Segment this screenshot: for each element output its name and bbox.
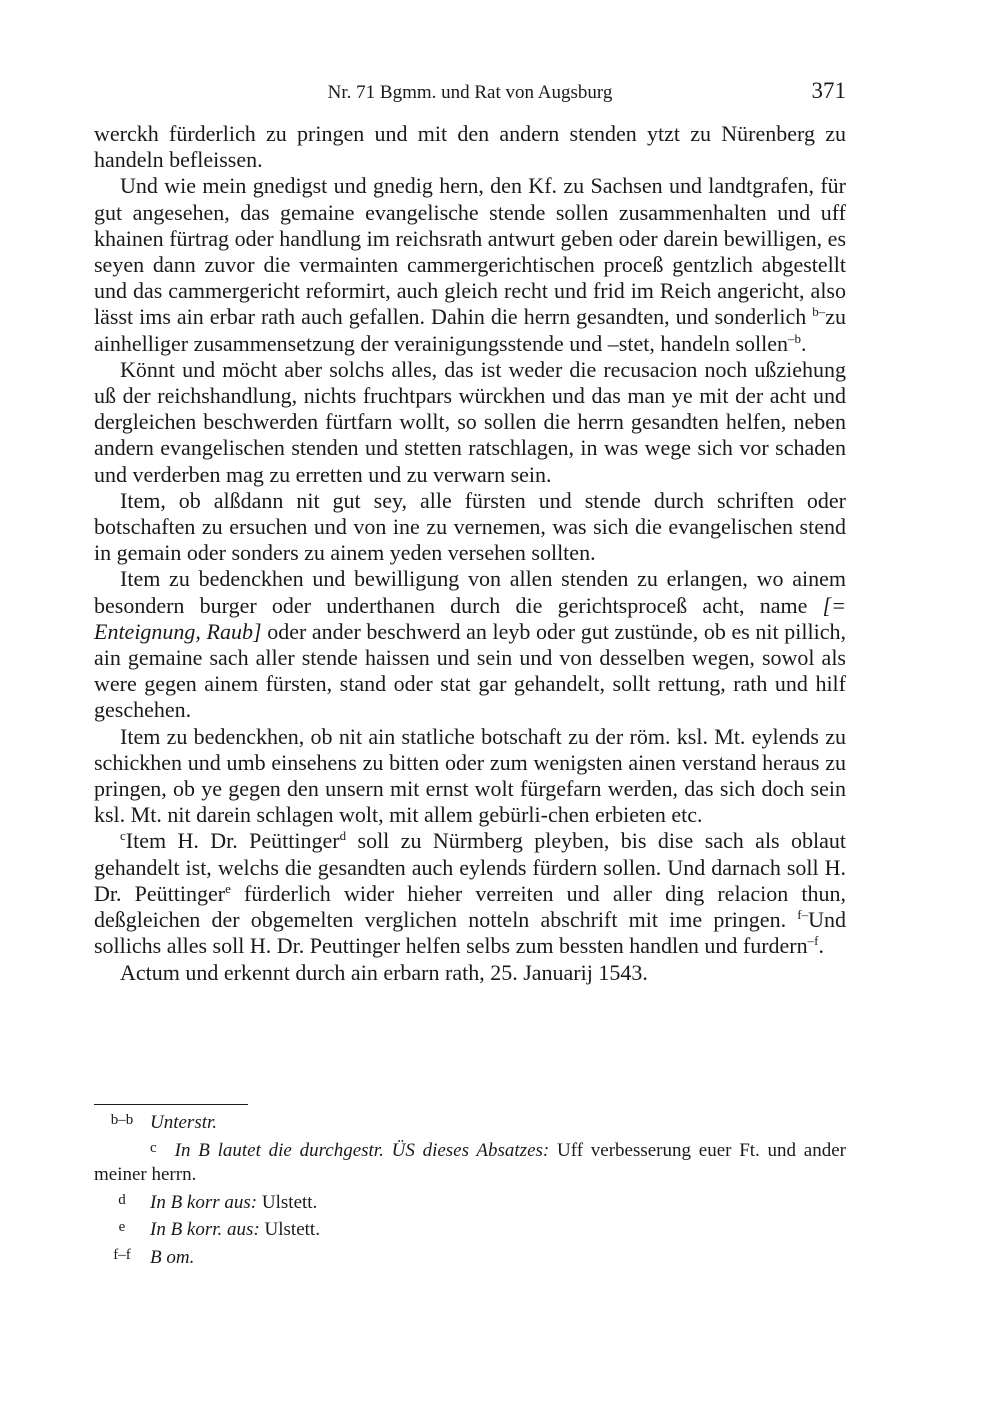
footnotes [94,1108,846,1271]
paragraph-5-text-a: Item zu bedenckhen und bewilligung von allen stenden zu erlangen, wo ainem besondern burger oder underthanen durch die gerichtsproceß acht, name [94,566,846,618]
footnote-marker-b-open: b– [812,304,826,320]
page-header [94,78,846,108]
paragraph-2-text-c: . [801,330,807,356]
footnote-mark: d [118,1191,126,1208]
paragraph-7-text-d: Und sollichs alles soll H. Dr. Peuttinger helfen selbs zum bessten handlen und furdern [94,907,846,959]
paragraph-7-text-e: . [818,933,824,959]
footnote-italic: In B korr aus: [150,1191,258,1213]
footnote-marker-e: e [225,880,231,896]
main-text [94,121,846,986]
page-number: 371 [811,78,846,103]
footnote-rule [94,1104,248,1105]
paragraph-6: Item zu bedenckhen, ob nit ain statliche botschaft zu der röm. ksl. Mt. eylends zu schickhen und umb einsehens zu bitten oder zum wenigsten ainen verstand heraus zu pringen, ob ye gegen den unsern mit ernst wolt fürgefarn werden, das sich doch sein ksl. Mt. nit darein schlagen wolt, mit allem gebürli-chen erbieten etc. [94,723,846,828]
paragraph-7-text-b: soll zu Nürmberg pleyben, bis dise sach als oblaut gehandelt ist, welchs die gesandten auch eylends fürdern sollen. Und darnach soll H. Dr. Peüttinger [94,828,847,906]
footnote-text: Uff verbesserung euer Ft. und ander meiner herrn. [94,1139,846,1186]
paragraph-2-text-b: zu ainhelliger zusammensetzung der verainigungsstende und –stet, handeln sollen [94,304,846,356]
footnote-marker-d: d [339,828,347,844]
footnote-italic: In B lautet die durchgestr. ÜS dieses Absatzes: [174,1139,550,1161]
footnote-italic: B om. [150,1246,195,1268]
paragraph-7 [94,828,846,959]
paragraph-5 [94,566,846,723]
footnote-marker-f-open: f– [797,907,809,923]
paragraph-3: Könnt und möcht aber solchs alles, das ist weder die recusacion noch ußziehung uß der reichshandlung, nichts fruchtpars würckhen und das man ye mit der acht und dergleichen beschwerden fürtfarn wollt, so sollen die herrn gesandten helfen, neben andern evangelischen stenden und stetten ratschlagen, in was wege sich vor schaden und verderben mag zu erretten und zu verwarn sein. [94,356,846,487]
paragraph-1: werckh fürderlich zu pringen und mit den andern stenden ytzt zu Nürenberg zu handeln befleissen. [94,121,846,173]
footnote-e [94,1215,846,1243]
footnote-mark: b–b [110,1112,134,1128]
footnote-marker-c: c [120,828,126,844]
paragraph-5-text-b: oder ander beschwerd an leyb oder gut zustünde, ob es nit pillich, ain gemaine sach aller stende haissen und sein und von desselben wegen, sowol als were gegen ainem fürsten, stand oder stat gar gehandelt, sollt rettung, rath und hilf geschehen. [94,618,846,723]
paragraph-7-text-a: Item H. Dr. Peüttinger [125,828,340,854]
footnote-text: Ulstett. [259,1219,320,1241]
footnote-mark: f–f [113,1246,131,1263]
paragraph-2-text-a: Und wie mein gnedigst und gnedig hern, den Kf. zu Sachsen und landtgrafen, für gut angesehen, das gemaine evangelische stende sollen zusammenhalten und uff khainen fürtrag oder handlung im reichsrath antwurt geben oder darein bewilligen, es seyen dann zuvor die vermainten cammergerichtischen proceß gentzlich abgestellt und das cammergericht reformirt, auch gleich recht und frid im Reich angericht, also lässt ims ain erbar rath auch gefallen. Dahin die herrn gesandten, und sonderlich [94,173,846,330]
footnote-mark: e [118,1219,126,1236]
paragraph-8: Actum und erkennt durch ain erbarn rath, 25. Januarij 1543. [120,959,648,985]
footnote-marker-b-close: –b [788,330,802,346]
footnote-b [94,1108,846,1136]
running-head: Nr. 71 Bgmm. und Rat von Augsburg [327,82,613,103]
footnote-c [94,1136,846,1188]
footnote-f [94,1243,846,1271]
footnote-marker-f-close: –f [807,933,819,949]
footnote-mark: c [150,1139,157,1156]
paragraph-7-text-c: fürderlich wider hieher verreiten und aller ding relacion thun, deßgleichen der obgemelten verglichen notteln abschrift mit ime pringen. [94,880,846,933]
footnote-italic: In B korr. aus: [150,1219,260,1241]
footnote-italic: Unterstr. [150,1112,218,1133]
footnote-text: Ulstett. [257,1191,318,1213]
footnote-d [94,1188,846,1216]
paragraph-4: Item, ob alßdann nit gut sey, alle fürsten und stende durch schriften oder botschaften zu ersuchen und von ine zu vernemen, was sich die evangelischen stend in gemain oder sonders zu ainem yeden versehen sollten. [94,487,846,566]
editorial-gloss: [= Enteignung, Raub] [94,592,846,644]
paragraph-2 [94,173,846,356]
